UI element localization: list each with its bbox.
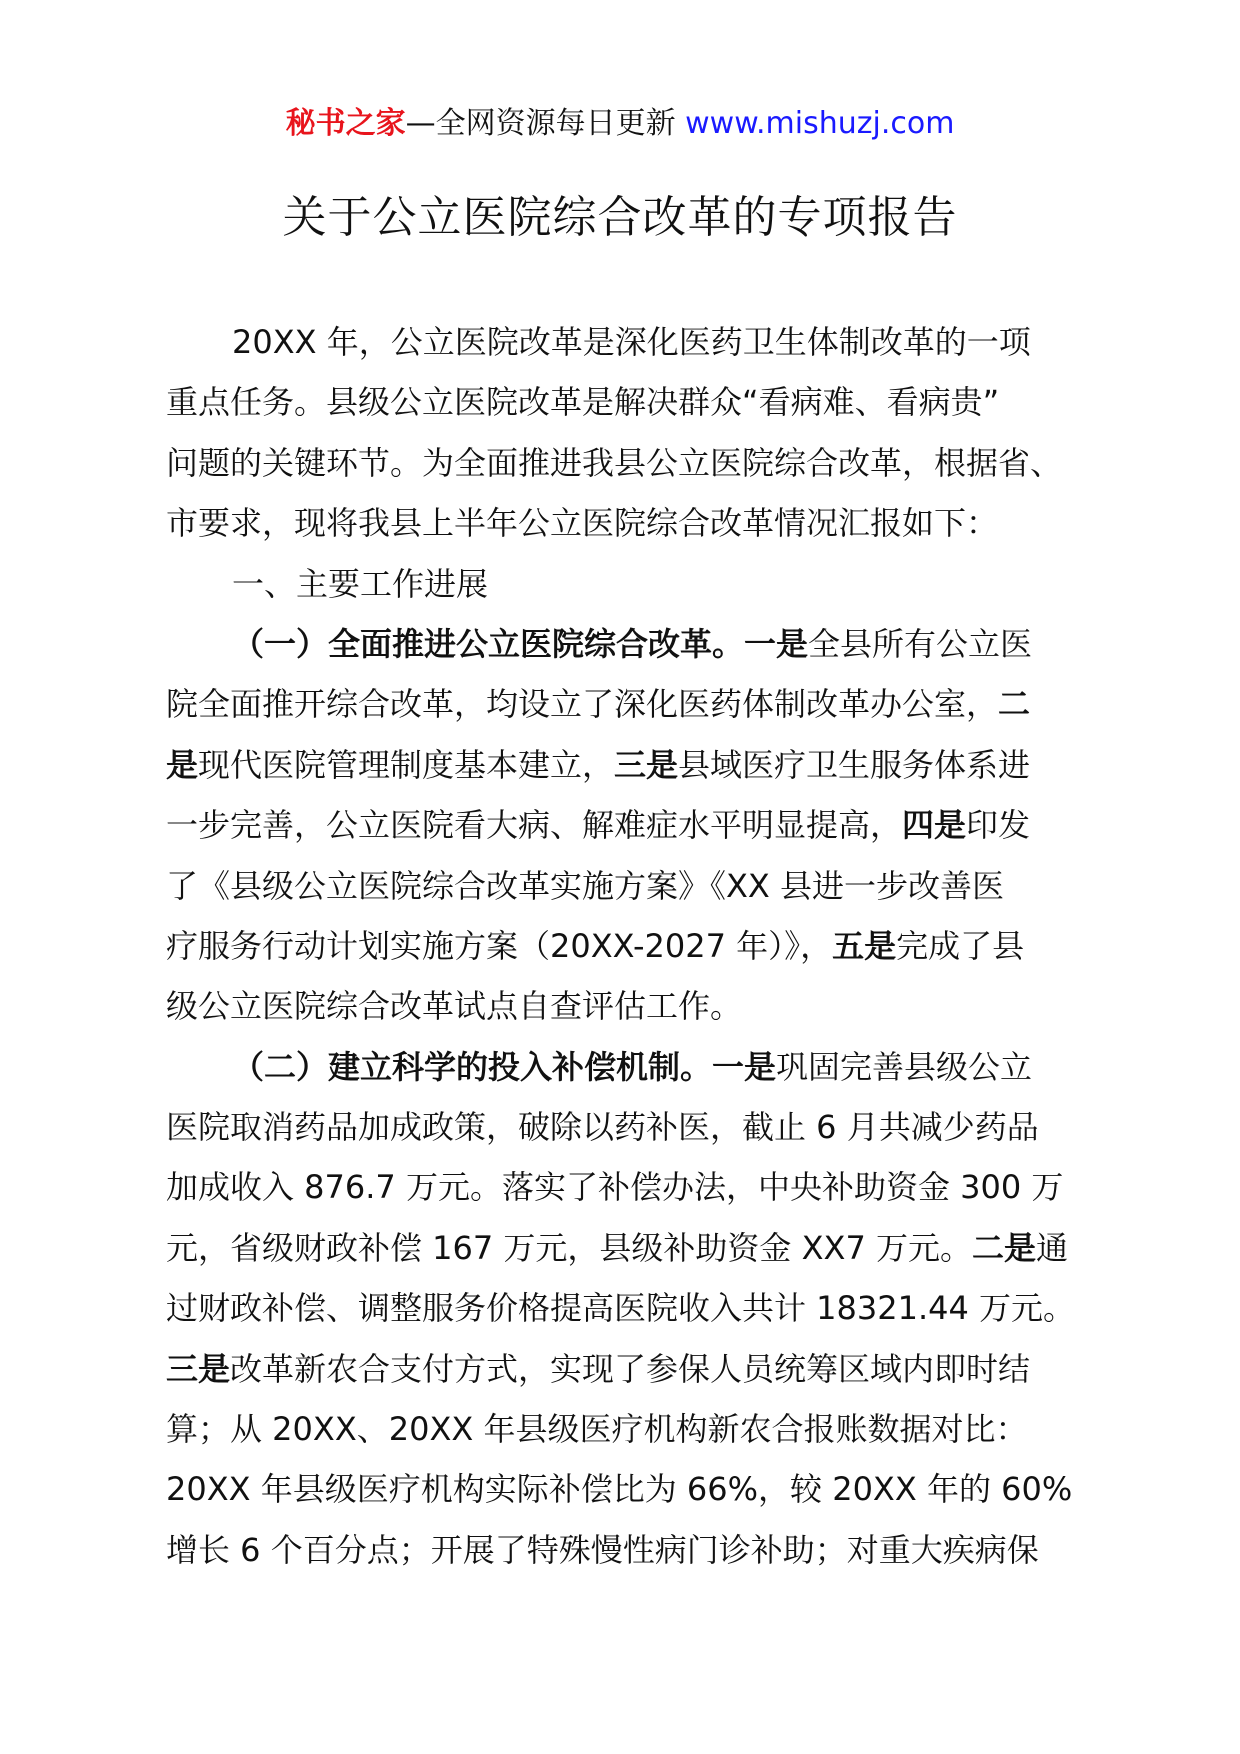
body-line: 了《县级公立医院综合改革实施方案》《XX 县进一步改善医	[166, 866, 1005, 905]
body-line: 市要求，现将我县上半年公立医院综合改革情况汇报如下：	[166, 504, 999, 543]
body-line: （二）建立科学的投入补偿机制。一是巩固完善县级公立	[232, 1047, 1033, 1086]
body-line: 是现代医院管理制度基本建立，三是县域医疗卫生服务体系进	[166, 745, 1031, 784]
banner-url-link[interactable]: www.mishuzj.com	[685, 106, 955, 141]
body-line: 元，省级财政补偿 167 万元，县级补助资金 XX7 万元。二是通	[166, 1228, 1069, 1267]
body-line: （一）全面推进公立医院综合改革。一是全县所有公立医	[232, 624, 1033, 663]
body-line: 20XX 年县级医疗机构实际补偿比为 66%，较 20XX 年的 60%	[166, 1470, 1073, 1509]
document-body	[166, 312, 1074, 1580]
section-heading: 一、主要工作进展	[232, 564, 489, 603]
body-line: 算；从 20XX、20XX 年县级医疗机构新农合报账数据对比：	[166, 1410, 1028, 1449]
banner-slogan: —全网资源每日更新	[405, 106, 686, 141]
body-line: 重点任务。县级公立医院改革是解决群众“看病难、看病贵”	[166, 383, 1000, 422]
body-line: 过财政补偿、调整服务价格提高医院收入共计 18321.44 万元。	[166, 1289, 1076, 1328]
banner-brand: 秘书之家	[285, 106, 406, 141]
document-title: 关于公立医院综合改革的专项报告	[282, 192, 958, 243]
body-line: 一步完善，公立医院看大病、解难症水平明显提高，四是印发	[166, 806, 1031, 845]
body-line: 20XX 年，公立医院改革是深化医药卫生体制改革的一项	[232, 323, 1031, 361]
body-line: 三是改革新农合支付方式，实现了参保人员统筹区域内即时结	[166, 1349, 1031, 1388]
body-line: 院全面推开综合改革，均设立了深化医药体制改革办公室，二	[166, 685, 1031, 724]
site-banner	[0, 102, 1240, 146]
body-line: 医院取消药品加成政策，破除以药补医，截止 6 月共减少药品	[166, 1108, 1039, 1147]
body-line: 级公立医院综合改革试点自查评估工作。	[166, 987, 743, 1026]
body-line: 增长 6 个百分点；开展了特殊慢性病门诊补助；对重大疾病保	[166, 1530, 1039, 1569]
body-line: 问题的关键环节。为全面推进我县公立医院综合改革，根据省、	[166, 443, 1063, 482]
body-line: 加成收入 876.7 万元。落实了补偿办法，中央补助资金 300 万	[166, 1168, 1064, 1207]
body-line: 疗服务行动计划实施方案（20XX-2027 年）》，五是完成了县	[166, 926, 1025, 965]
